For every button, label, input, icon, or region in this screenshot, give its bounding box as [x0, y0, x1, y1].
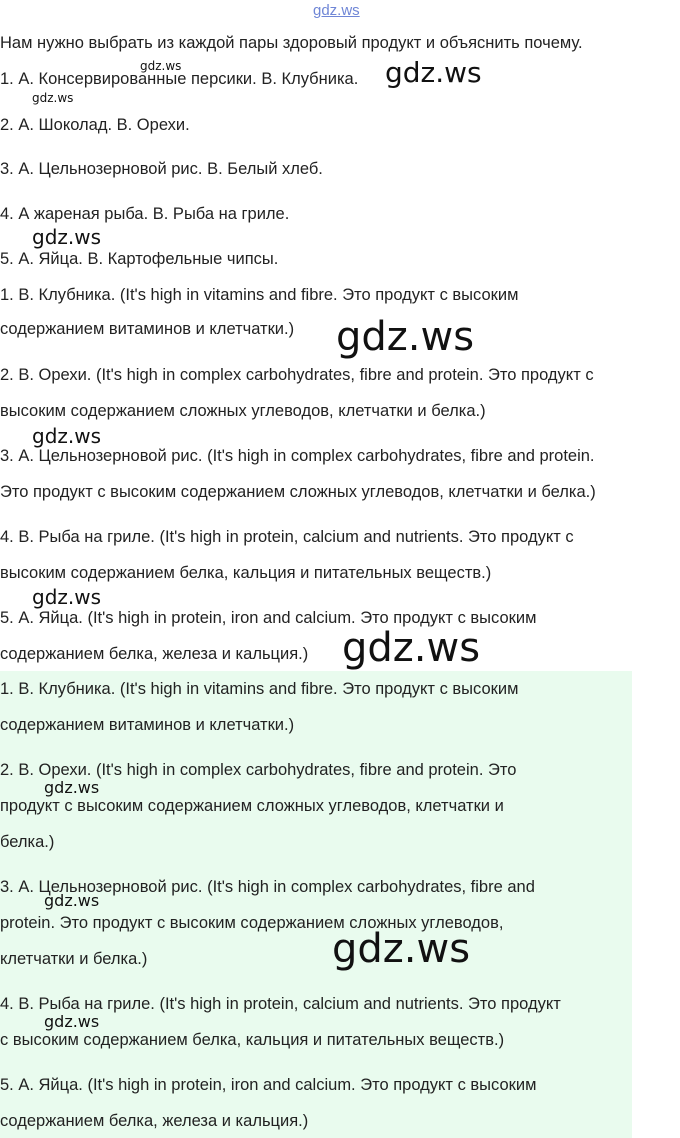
- task-intro: Нам нужно выбрать из каждой пары здоровый продукт и объяснить почему.: [0, 34, 583, 52]
- answer-3-line-1: 3. А. Цельнозерновой рис. (It's high in complex carbohydrates, fibre and protein.: [0, 447, 595, 465]
- watermark-logo: gdz.ws: [385, 56, 482, 89]
- boxed-answer-1-line-2: содержанием витаминов и клетчатки.): [0, 716, 295, 734]
- watermark-logo: gdz.ws: [44, 778, 100, 797]
- boxed-answer-3-line-3: клетчатки и белка.): [0, 950, 148, 968]
- watermark-logo: gdz.ws: [44, 1012, 100, 1031]
- answer-3-line-2: Это продукт с высоким содержанием сложных углеводов, клетчатки и белка.): [0, 483, 596, 501]
- boxed-answer-3-line-2: protein. Это продукт с высоким содержанием сложных углеводов,: [0, 914, 504, 932]
- task-pair-5: 5. А. Яйца. В. Картофельные чипсы.: [0, 250, 279, 268]
- answer-1-line-1: 1. В. Клубника. (It's high in vitamins and fibre. Это продукт с высоким: [0, 286, 519, 304]
- boxed-answer-2-line-3: белка.): [0, 833, 55, 851]
- boxed-answer-4-line-2: с высоким содержанием белка, кальция и питательных веществ.): [0, 1031, 505, 1049]
- boxed-answer-5-line-2: содержанием белка, железа и кальция.): [0, 1112, 309, 1130]
- header-link[interactable]: gdz.ws: [313, 2, 360, 19]
- answer-4-line-2: высоким содержанием белка, кальция и питательных веществ.): [0, 564, 492, 582]
- task-pair-2: 2. А. Шоколад. В. Орехи.: [0, 116, 190, 134]
- task-pair-4: 4. А жареная рыба. В. Рыба на гриле.: [0, 205, 290, 223]
- answer-2-line-2: высоким содержанием сложных углеводов, клетчатки и белка.): [0, 402, 486, 420]
- boxed-answer-5-line-1: 5. А. Яйца. (It's high in protein, iron and calcium. Это продукт с высоким: [0, 1076, 537, 1094]
- task-pair-1: 1. А. Консервированные персики. В. Клубника.: [0, 70, 359, 88]
- boxed-answer-3-line-1: 3. А. Цельнозерновой рис. (It's high in complex carbohydrates, fibre and: [0, 878, 535, 896]
- answer-2-line-1: 2. В. Орехи. (It's high in complex carbohydrates, fibre and protein. Это продукт с: [0, 366, 594, 384]
- watermark-logo: gdz.ws: [336, 314, 475, 360]
- boxed-answer-4-line-1: 4. В. Рыба на гриле. (It's high in protein, calcium and nutrients. Это продукт: [0, 995, 561, 1013]
- watermark-logo: gdz.ws: [140, 59, 182, 73]
- watermark-logo: gdz.ws: [332, 926, 471, 972]
- watermark-logo: gdz.ws: [44, 891, 100, 910]
- watermark-logo: gdz.ws: [32, 91, 74, 105]
- boxed-answer-2-line-1: 2. В. Орехи. (It's high in complex carbohydrates, fibre and protein. Это: [0, 761, 517, 779]
- watermark-logo: gdz.ws: [32, 585, 102, 609]
- task-pair-3: 3. А. Цельнозерновой рис. В. Белый хлеб.: [0, 160, 323, 178]
- answer-5-line-1: 5. А. Яйца. (It's high in protein, iron and calcium. Это продукт с высоким: [0, 609, 537, 627]
- boxed-answer-1-line-1: 1. В. Клубника. (It's high in vitamins and fibre. Это продукт с высоким: [0, 680, 519, 698]
- watermark-logo: gdz.ws: [32, 424, 102, 448]
- watermark-logo: gdz.ws: [342, 625, 481, 671]
- watermark-logo: gdz.ws: [32, 225, 102, 249]
- answer-4-line-1: 4. В. Рыба на гриле. (It's high in protein, calcium and nutrients. Это продукт с: [0, 528, 574, 546]
- answer-1-line-2: содержанием витаминов и клетчатки.): [0, 320, 295, 338]
- boxed-answer-2-line-2: продукт с высоким содержанием сложных углеводов, клетчатки и: [0, 797, 504, 815]
- answer-5-line-2: содержанием белка, железа и кальция.): [0, 645, 309, 663]
